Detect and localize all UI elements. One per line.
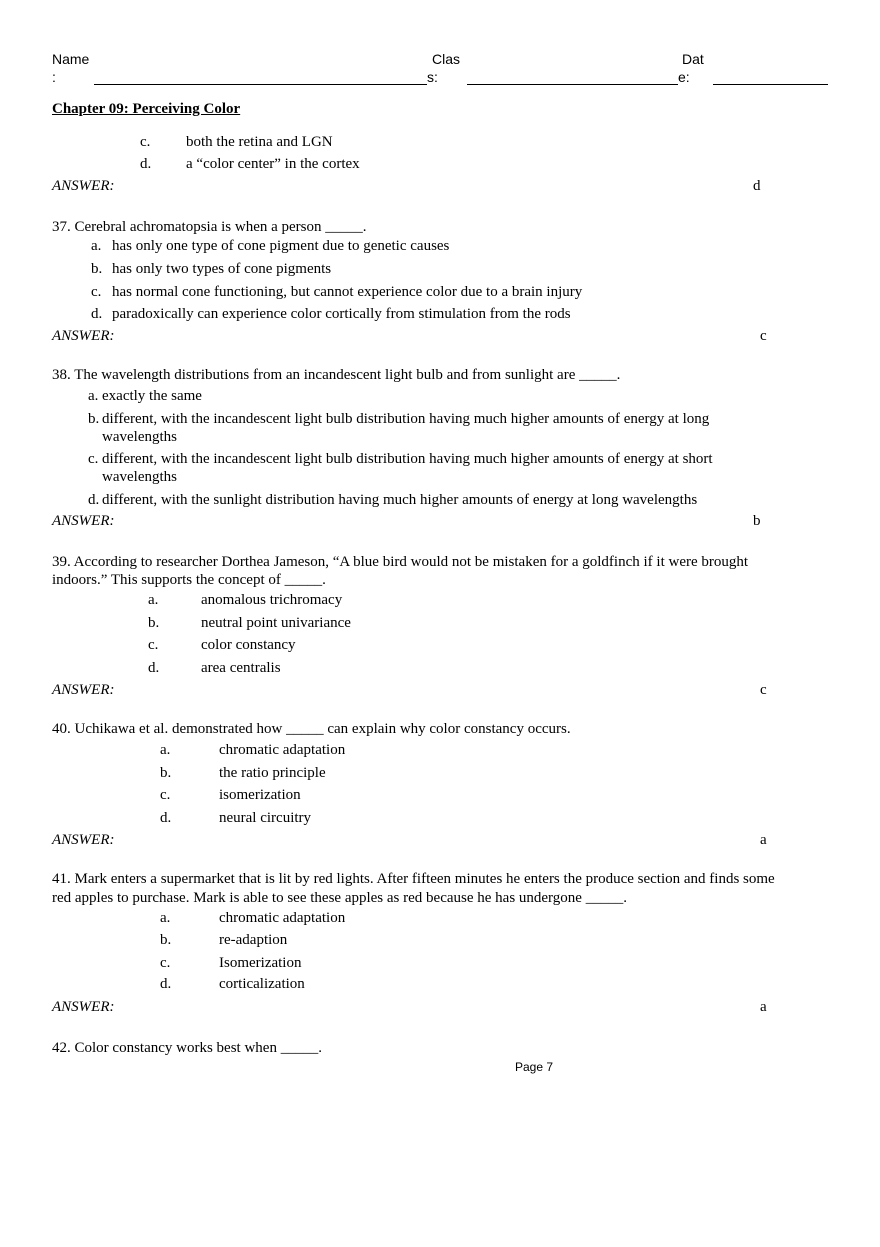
- name-label: Name: [52, 51, 90, 67]
- answer-value: c: [760, 682, 767, 698]
- option-letter: a.: [91, 238, 102, 254]
- option-letter: d.: [91, 306, 103, 322]
- option-text: area centralis: [201, 660, 281, 676]
- option-letter: d.: [88, 492, 100, 508]
- answer-label: ANSWER:: [52, 178, 115, 194]
- class-label-colon: s:: [427, 69, 438, 85]
- option-text: corticalization: [219, 976, 305, 992]
- option-letter: c.: [160, 787, 171, 803]
- option-letter: c.: [88, 451, 99, 467]
- class-label: Clas: [432, 51, 461, 67]
- option-text: Isomerization: [219, 955, 302, 971]
- option-text: the ratio principle: [219, 765, 326, 781]
- question-stem: 38. The wavelength distributions from an incandescent light bulb and from sunlight are _____.: [52, 367, 621, 383]
- option-text: chromatic adaptation: [219, 910, 346, 926]
- option-text: different, with the incandescent light bulb distribution having much higher amounts of energy at long: [102, 411, 710, 427]
- question-stem-continued: indoors.” This supports the concept of _____.: [52, 572, 326, 588]
- option-text: re-adaption: [219, 932, 288, 948]
- option-letter: a.: [160, 910, 171, 926]
- answer-value: a: [760, 999, 767, 1015]
- question-stem: 42. Color constancy works best when _____.: [52, 1040, 322, 1056]
- question-stem-continued: red apples to purchase. Mark is able to see these apples as red because he has undergone _____.: [52, 890, 627, 906]
- date-label: Dat: [682, 51, 704, 67]
- option-text: both the retina and LGN: [186, 134, 333, 150]
- option-text: paradoxically can experience color cortically from stimulation from the rods: [112, 306, 571, 322]
- option-text-continued: wavelengths: [102, 469, 177, 485]
- answer-label: ANSWER:: [52, 328, 115, 344]
- option-letter: c.: [140, 134, 151, 150]
- question-stem: 40. Uchikawa et al. demonstrated how _____ can explain why color constancy occurs.: [52, 721, 571, 737]
- option-text: chromatic adaptation: [219, 742, 346, 758]
- class-field-line: [467, 84, 678, 85]
- option-letter: b.: [160, 932, 172, 948]
- answer-label: ANSWER:: [52, 832, 115, 848]
- name-field-line: [94, 84, 427, 85]
- answer-value: d: [753, 178, 761, 194]
- answer-value: c: [760, 328, 767, 344]
- option-letter: b.: [88, 411, 100, 427]
- answer-label: ANSWER:: [52, 999, 115, 1015]
- answer-label: ANSWER:: [52, 513, 115, 529]
- question-stem: 41. Mark enters a supermarket that is lit by red lights. After fifteen minutes he enters the produce section and finds some: [52, 871, 775, 887]
- option-text: different, with the sunlight distribution having much higher amounts of energy at long wavelengths: [102, 492, 698, 508]
- chapter-title: Chapter 09: Perceiving Color: [52, 101, 241, 117]
- option-letter: d.: [140, 156, 152, 172]
- option-text: has only two types of cone pigments: [112, 261, 332, 277]
- question-stem: 39. According to researcher Dorthea Jameson, “A blue bird would not be mistaken for a goldfinch if it were brought: [52, 554, 749, 570]
- option-letter: c.: [148, 637, 159, 653]
- option-letter: d.: [148, 660, 160, 676]
- option-letter: c.: [160, 955, 171, 971]
- option-text: exactly the same: [102, 388, 202, 404]
- option-text: anomalous trichromacy: [201, 592, 343, 608]
- answer-value: b: [753, 513, 761, 529]
- option-letter: a.: [88, 388, 99, 404]
- answer-value: a: [760, 832, 767, 848]
- option-text: has only one type of cone pigment due to genetic causes: [112, 238, 450, 254]
- option-text-continued: wavelengths: [102, 429, 177, 445]
- option-letter: b.: [148, 615, 160, 631]
- option-text: has normal cone functioning, but cannot experience color due to a brain injury: [112, 284, 583, 300]
- answer-label: ANSWER:: [52, 682, 115, 698]
- name-label-colon: :: [52, 69, 56, 85]
- option-letter: c.: [91, 284, 102, 300]
- option-text: neural circuitry: [219, 810, 312, 826]
- option-letter: b.: [160, 765, 172, 781]
- option-text: a “color center” in the cortex: [186, 156, 360, 172]
- option-letter: b.: [91, 261, 103, 277]
- option-text: different, with the incandescent light bulb distribution having much higher amounts of energy at short: [102, 451, 713, 467]
- option-letter: d.: [160, 976, 172, 992]
- option-letter: a.: [160, 742, 171, 758]
- option-letter: d.: [160, 810, 172, 826]
- option-text: color constancy: [201, 637, 296, 653]
- option-text: neutral point univariance: [201, 615, 351, 631]
- question-stem: 37. Cerebral achromatopsia is when a person _____.: [52, 219, 367, 235]
- date-label-colon: e:: [678, 69, 690, 85]
- page-number: Page 7: [515, 1060, 554, 1074]
- option-text: isomerization: [219, 787, 301, 803]
- date-field-line: [713, 84, 828, 85]
- option-letter: a.: [148, 592, 159, 608]
